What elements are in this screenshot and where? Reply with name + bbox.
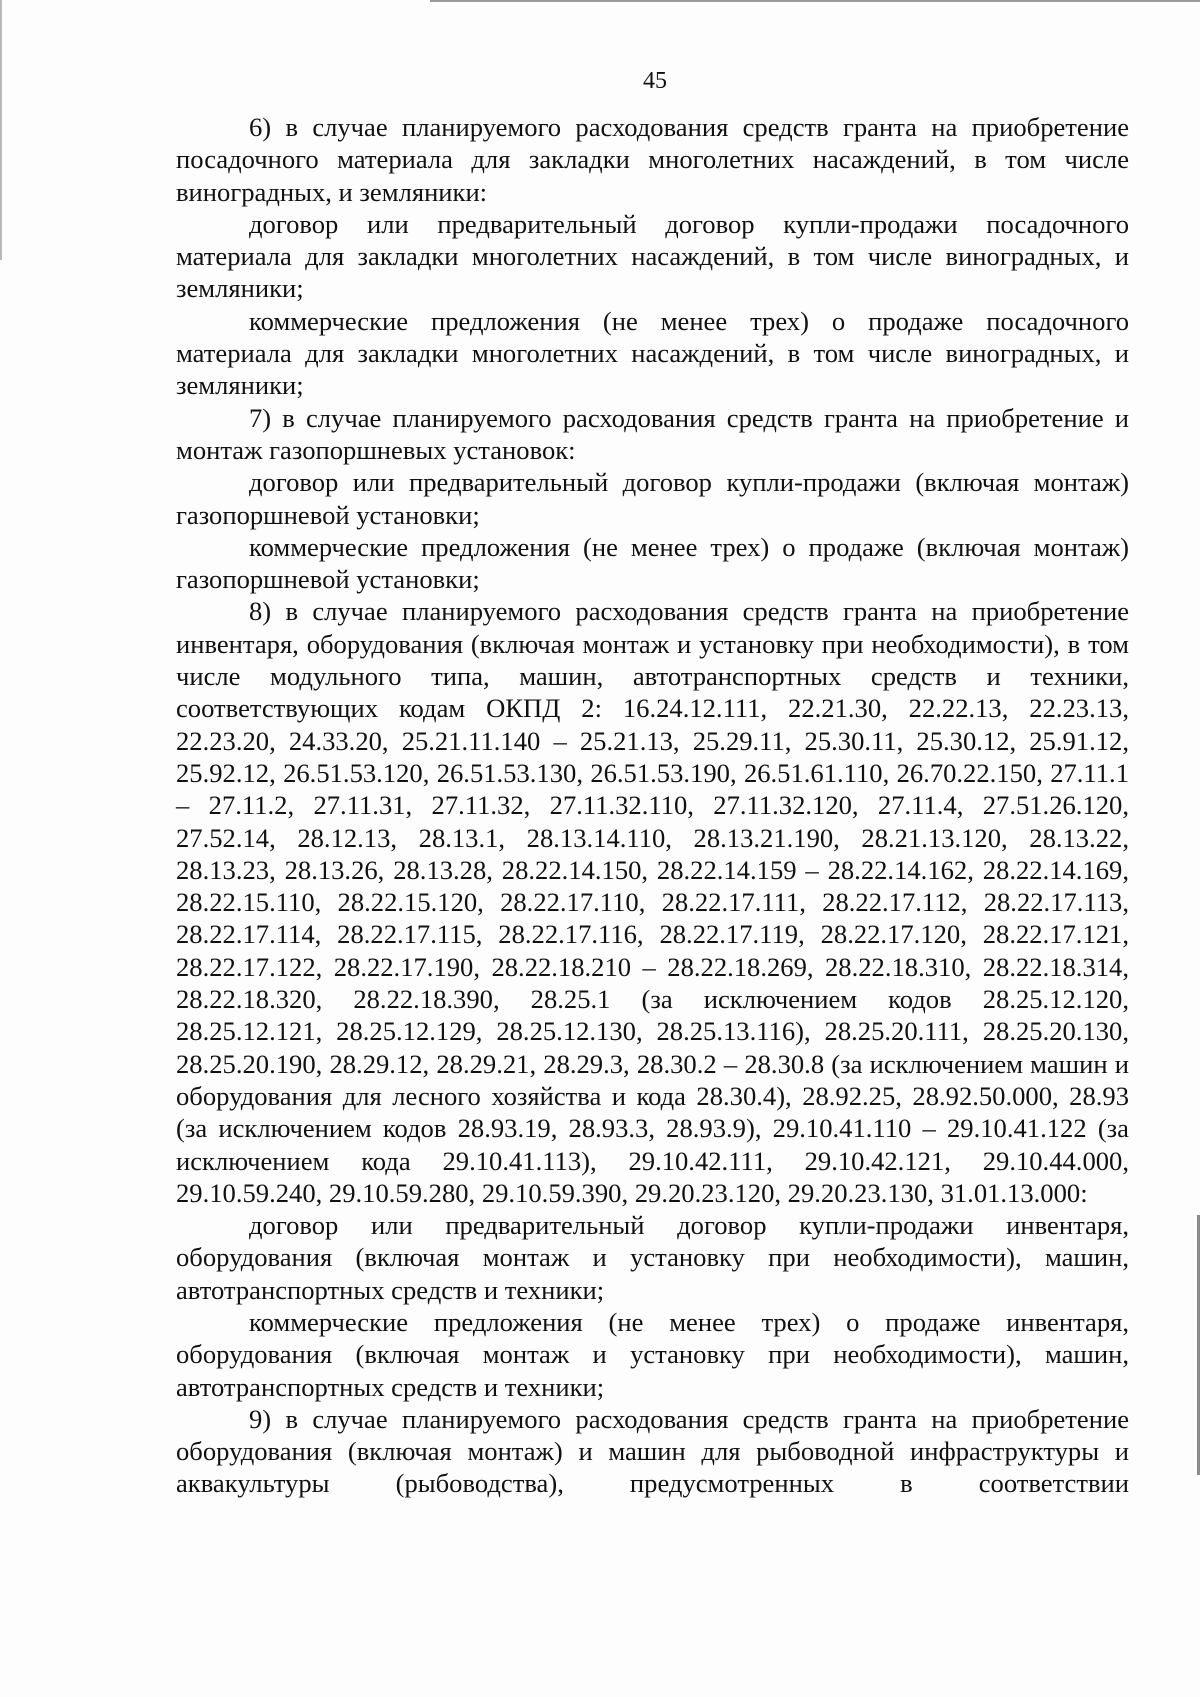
paragraph-contract-planting: договор или предварительный договор купли-продажи посадочного материала для закладки многолетних насаждений, в том числе виноградных, и земляники; xyxy=(176,208,1129,304)
document-body xyxy=(176,111,1129,1500)
paragraph-item-7: 7) в случае планируемого расходования средств гранта на приобретение и монтаж газопоршневых установок: xyxy=(176,402,1129,465)
paragraph-item-9: 9) в случае планируемого расходования средств гранта на приобретение оборудования (включая монтаж) и машин для рыбоводной инфраструктуры и аквакультуры (рыбоводства), предусмотренных в соответствии xyxy=(176,1403,1129,1499)
paragraph-contract-gas: договор или предварительный договор купли-продажи (включая монтаж) газопоршневой установки; xyxy=(176,467,1129,530)
paragraph-offers-gas: коммерческие предложения (не менее трех) о продаже (включая монтаж) газопоршневой установки; xyxy=(176,531,1129,595)
paragraph-item-6: 6) в случае планируемого расходования средств гранта на приобретение посадочного материала для закладки многолетних насаждений, в том числе виноградных, и земляники: xyxy=(176,112,1129,207)
scan-edge-top xyxy=(430,0,1200,2)
paragraph-offers-equipment: коммерческие предложения (не менее трех) о продаже инвентаря, оборудования (включая монтаж и установку при необходимости), машин, автотранспортных средств и техники; xyxy=(176,1306,1129,1402)
paragraph-item-8: 8) в случае планируемого расходования средств гранта на приобретение инвентаря, оборудования (включая монтаж и установку при необходимости), в том числе модульного типа, машин, автотранспортных средств и техники, соответствующих кодам ОКПД 2: 16.24.12.111, 22.21.30, 22.22.13, 22.23.13, 22.23.20, 24.33.20, 25.21.11.140 – 25.21.13, 25.29.11, 25.30.11, 25.30.12, 25.91.12, 25.92.12, 26.51.53.120, 26.51.53.130, 26.51.53.190, 26.51.61.110, 26.70.22.150, 27.11.1 – 27.11.2, 27.11.31, 27.11.32, 27.11.32.110, 27.11.32.120, 27.11.4, 27.51.26.120, 27.52.14, 28.12.13, 28.13.1, 28.13.14.110, 28.13.21.190, 28.21.13.120, 28.13.22, 28.13.23, 28.13.26, 28.13.28, 28.22.14.150, 28.22.14.159 – 28.22.14.162, 28.22.14.169, 28.22.15.110, 28.22.15.120, 28.22.17.110, 28.22.17.111, 28.22.17.112, 28.22.17.113, 28.22.17.114, 28.22.17.115, 28.22.17.116, 28.22.17.119, 28.22.17.120, 28.22.17.121, 28.22.17.122, 28.22.17.190, 28.22.18.210 – 28.22.18.269, 28.22.18.310, 28.22.18.314, 28.22.18.320, 28.22.18.390, 28.25.1 (за исключением кодов 28.25.12.120, 28.25.12.121, 28.25.12.129, 28.25.12.130, 28.25.13.116), 28.25.20.111, 28.25.20.130, 28.25.20.190, 28.29.12, 28.29.21, 28.29.3, 28.30.2 – 28.30.8 (за исключением машин и оборудования для лесного хозяйства и кода 28.30.4), 28.92.25, 28.92.50.000, 28.93 (за исключением кодов 28.93.19, 28.93.3, 28.93.9), 29.10.41.110 – 29.10.41.122 (за исключением кода 29.10.41.113), 29.10.42.111, 29.10.42.121, 29.10.44.000, 29.10.59.240, 29.10.59.280, 29.10.59.390, 29.20.23.120, 29.20.23.130, 31.01.13.000: xyxy=(176,596,1129,1208)
page-number: 45 xyxy=(643,68,667,94)
paragraph-offers-planting: коммерческие предложения (не менее трех) о продаже посадочного материала для закладки многолетних насаждений, в том числе виноградных, и земляники; xyxy=(176,305,1129,401)
scan-edge-left xyxy=(0,0,2,260)
paragraph-contract-equipment: договор или предварительный договор купли-продажи инвентаря, оборудования (включая монтаж и установку при необходимости), машин, автотранспортных средств и техники; xyxy=(176,1210,1129,1305)
